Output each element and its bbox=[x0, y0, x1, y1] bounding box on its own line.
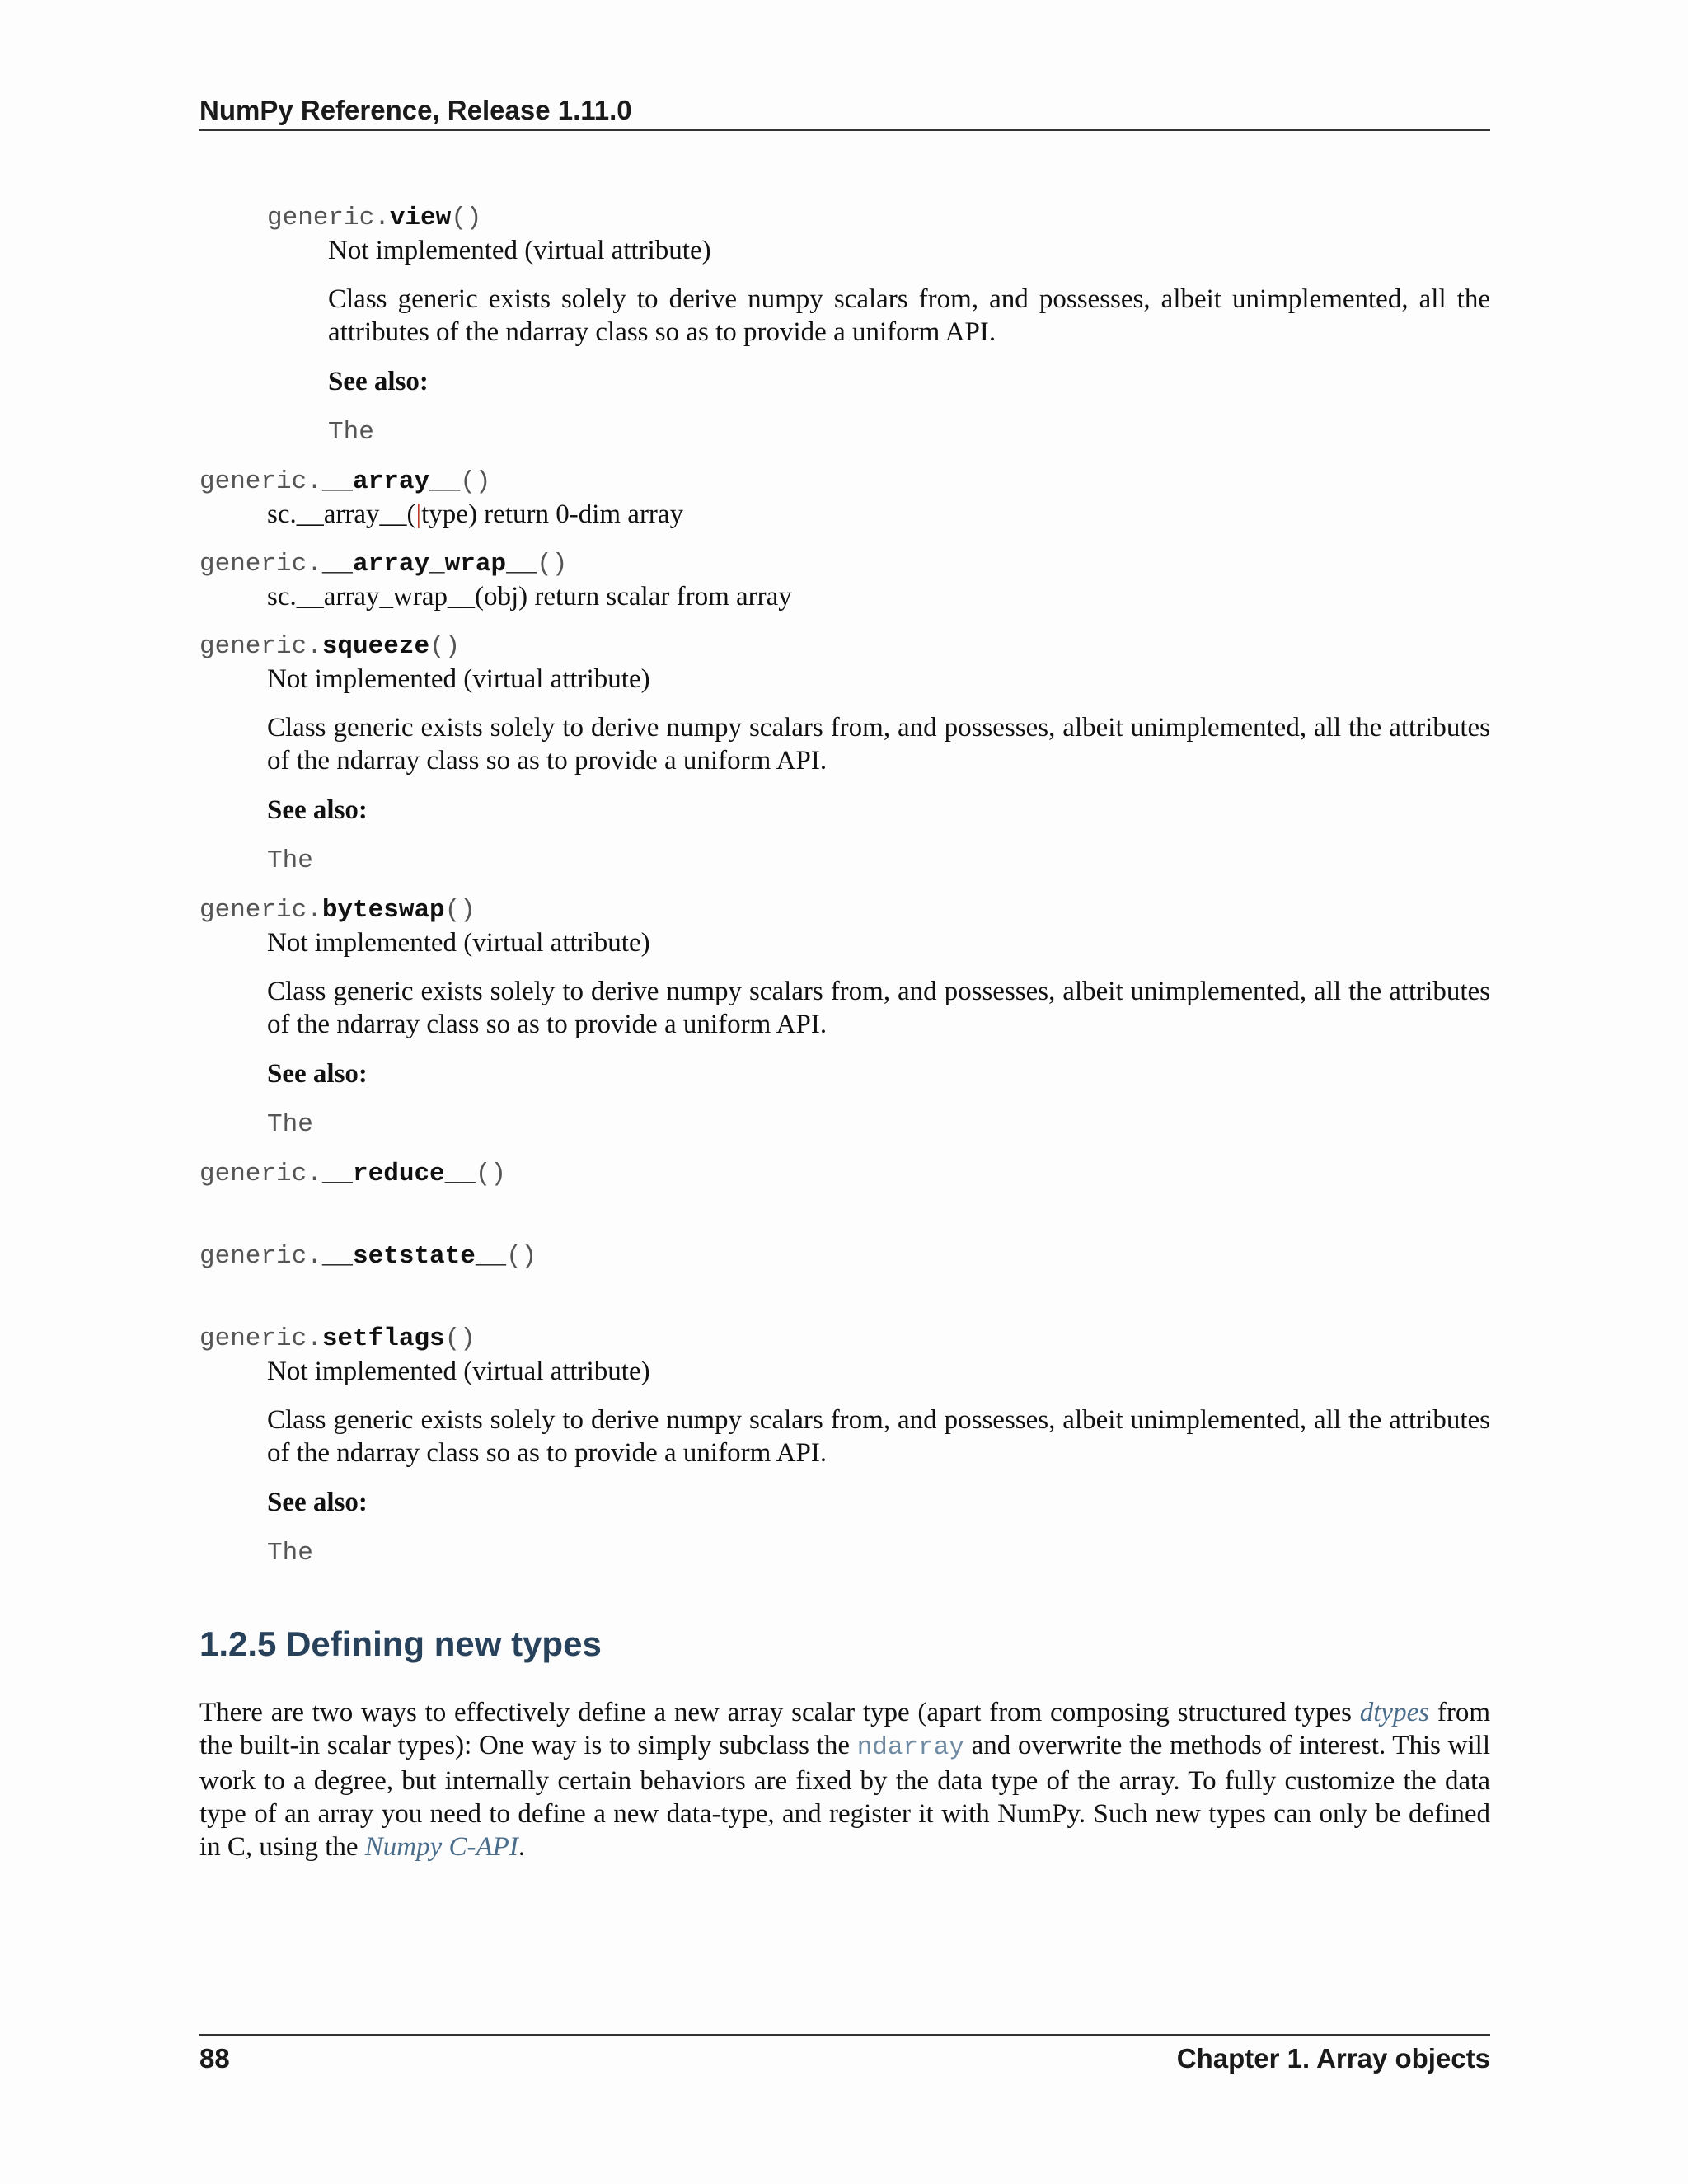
sig-prefix: generic. bbox=[199, 1324, 322, 1353]
paragraph-text: from the built-in scalar types): One way is to simply subclass the bbox=[199, 1698, 1490, 1760]
paragraph-text: There are two ways to effectively define a new array scalar type (apart from composing structured types bbox=[199, 1698, 1360, 1727]
squeeze-short-desc: Not implemented (virtual attribute) bbox=[267, 664, 650, 694]
setflags-see-also: See also: bbox=[267, 1488, 368, 1517]
sig-name: __array_wrap__ bbox=[321, 550, 537, 579]
signature-setflags bbox=[199, 1323, 476, 1356]
paragraph-text: and overwrite the methods of interest. This will work to a degree, but internally certain behaviors are fixed by the data type of the array. To fully customize the data type of an array you need to define a new data-type, and register it with NumPy. Such new types can only be defined in C, using the bbox=[199, 1731, 1490, 1862]
running-header: NumPy Reference, Release 1.11.0 bbox=[199, 95, 632, 125]
sig-name: squeeze bbox=[321, 632, 430, 661]
sig-name: __reduce__ bbox=[321, 1160, 476, 1188]
signature-squeeze bbox=[199, 630, 460, 663]
sig-parens: () bbox=[444, 1324, 476, 1353]
signature-array bbox=[199, 466, 490, 499]
sig-prefix: generic. bbox=[199, 1242, 322, 1271]
byteswap-short-desc: Not implemented (virtual attribute) bbox=[267, 928, 650, 958]
sig-parens: () bbox=[537, 550, 568, 579]
sig-name: byteswap bbox=[321, 896, 445, 925]
sig-prefix: generic. bbox=[199, 1160, 322, 1188]
section-heading: 1.2.5 Defining new types bbox=[199, 1624, 602, 1663]
squeeze-the: The bbox=[267, 846, 313, 875]
array-desc-part-a: sc.__array__( bbox=[267, 499, 416, 529]
ndarray-link[interactable]: ndarray bbox=[856, 1733, 964, 1762]
sig-parens: () bbox=[429, 632, 461, 661]
view-the: The bbox=[328, 418, 374, 447]
sig-name: __setstate__ bbox=[321, 1242, 507, 1271]
squeeze-description: Class generic exists solely to derive numpy scalars from, and possesses, albeit unimplemented, all the attributes of the ndarray class so as to provide a uniform API. bbox=[267, 713, 1490, 776]
array-wrap-description: sc.__array_wrap__(obj) return scalar from array bbox=[267, 582, 792, 612]
sig-prefix: generic. bbox=[199, 550, 322, 579]
squeeze-see-also: See also: bbox=[267, 795, 368, 825]
page-number: 88 bbox=[199, 2043, 230, 2074]
sig-parens: () bbox=[506, 1242, 537, 1271]
signature-array-wrap bbox=[199, 548, 568, 581]
byteswap-the: The bbox=[267, 1110, 313, 1139]
sig-prefix: generic. bbox=[267, 204, 390, 232]
sig-prefix: generic. bbox=[199, 896, 322, 925]
byteswap-see-also: See also: bbox=[267, 1059, 368, 1089]
chapter-title: Chapter 1. Array objects bbox=[1176, 2043, 1490, 2074]
sig-parens: () bbox=[460, 467, 491, 496]
signature-view bbox=[267, 202, 481, 235]
sig-parens: () bbox=[444, 896, 476, 925]
setflags-short-desc: Not implemented (virtual attribute) bbox=[267, 1357, 650, 1386]
paragraph-text: . bbox=[518, 1832, 526, 1862]
sig-parens: () bbox=[475, 1160, 507, 1188]
view-description: Class generic exists solely to derive numpy scalars from, and possesses, albeit unimplemented, all the attributes of the ndarray class so as to provide a uniform API. bbox=[328, 284, 1490, 347]
signature-reduce bbox=[199, 1158, 506, 1191]
page-footer bbox=[199, 2042, 1490, 2075]
sig-parens: () bbox=[451, 204, 482, 232]
setflags-description: Class generic exists solely to derive numpy scalars from, and possesses, albeit unimplemented, all the attributes of the ndarray class so as to provide a uniform API. bbox=[267, 1405, 1490, 1468]
numpy-c-api-link[interactable]: Numpy C-API bbox=[364, 1832, 518, 1862]
sig-name: setflags bbox=[321, 1324, 445, 1353]
sig-name: __array__ bbox=[321, 467, 461, 496]
header-rule bbox=[199, 129, 1490, 131]
section-paragraph bbox=[199, 1696, 1490, 1863]
sig-name: view bbox=[389, 204, 452, 232]
signature-byteswap bbox=[199, 894, 476, 927]
array-desc-part-c: type) return 0-dim array bbox=[421, 499, 684, 529]
sig-prefix: generic. bbox=[199, 467, 322, 496]
setflags-the: The bbox=[267, 1539, 313, 1568]
signature-setstate bbox=[199, 1240, 537, 1273]
text-cursor-mark: | bbox=[415, 499, 422, 529]
byteswap-description: Class generic exists solely to derive numpy scalars from, and possesses, albeit unimplemented, all the attributes of the ndarray class so as to provide a uniform API. bbox=[267, 977, 1490, 1039]
dtypes-link[interactable]: dtypes bbox=[1359, 1698, 1430, 1727]
view-short-desc: Not implemented (virtual attribute) bbox=[328, 236, 711, 265]
footer-rule bbox=[199, 2034, 1490, 2036]
sig-prefix: generic. bbox=[199, 632, 322, 661]
array-description bbox=[267, 498, 683, 531]
view-see-also: See also: bbox=[328, 367, 429, 396]
